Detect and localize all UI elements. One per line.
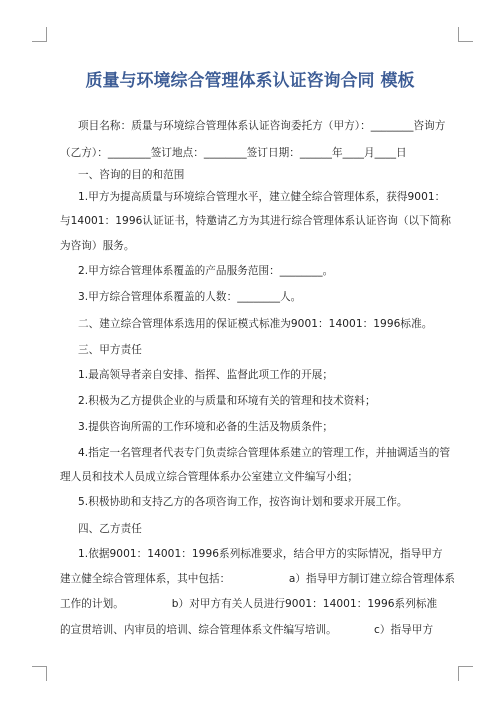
section-heading-party-a: 三、甲方责任 (78, 344, 142, 356)
party-b-item-1-line-3: 工作的计划。 b）对甲方有关人员进行9001：14001：1996系列标准 (60, 598, 438, 610)
party-b-item-1-line-2: 建立健全综合管理体系，其中包括： a）指导甲方制订建立综合管理体系 (60, 573, 456, 585)
purpose-paragraph-line-2: 与14001：1996认证证书，特邀请乙方为其进行综合管理体系认证咨询（以下简称 (60, 215, 452, 227)
party-a-item-1: 1.最高领导者亲自安排、指挥、监督此项工作的开展； (78, 369, 334, 381)
party-a-item-2: 2.积极为乙方提供企业的与质量和环境有关的管理和技术资料； (78, 395, 376, 407)
page-corner-mark-bottom-left (32, 666, 47, 681)
section-heading-party-b: 四、乙方责任 (78, 523, 142, 535)
party-a-item-4-line-2: 理人员和技术人员成立综合管理体系办公室建立文件编写小组； (60, 471, 359, 483)
party-b-signing-line: （乙方）：________签订地点：________签订日期：______年____月____日 (60, 147, 407, 159)
page-corner-mark-top-left (32, 27, 47, 42)
scope-line: 2.甲方综合管理体系覆盖的产品服务范围：________。 (78, 265, 334, 277)
party-a-item-3: 3.提供咨询所需的工作环境和必备的生活及物质条件； (78, 421, 334, 433)
page-corner-mark-bottom-right (458, 666, 473, 681)
project-name-line: 项目名称：质量与环境综合管理体系认证咨询委托方（甲方）：________咨询方 (78, 120, 446, 132)
purpose-paragraph-line-3: 为咨询）服务。 (60, 240, 135, 252)
page-corner-mark-top-right (458, 27, 473, 42)
document-title: 质量与环境综合管理体系认证咨询合同 模板 (85, 71, 415, 91)
party-b-item-1-line-1: 1.依据9001：14001：1996系列标准要求，结合甲方的实际情况，指导甲方 (78, 548, 443, 560)
headcount-line: 3.甲方综合管理体系覆盖的人数：________人。 (78, 291, 302, 303)
purpose-paragraph-line-1: 1.甲方为提高质量与环境综合管理水平，建立健全综合管理体系，获得9001： (78, 191, 446, 203)
section-heading-purpose: 一、咨询的目的和范围 (78, 169, 185, 181)
party-a-item-4-line-1: 4.指定一名管理者代表专门负责综合管理体系建立的管理工作，并抽调适当的管 (78, 447, 451, 459)
section-heading-standard: 二、建立综合管理体系选用的保证模式标准为9001：14001：1996标准。 (78, 318, 433, 330)
party-b-item-1-line-4: 的宣贯培训、内审员的培训、综合管理体系文件编写培训。 c）指导甲方 (60, 624, 434, 636)
party-a-item-5: 5.积极协助和支持乙方的各项咨询工作，按咨询计划和要求开展工作。 (78, 496, 408, 508)
